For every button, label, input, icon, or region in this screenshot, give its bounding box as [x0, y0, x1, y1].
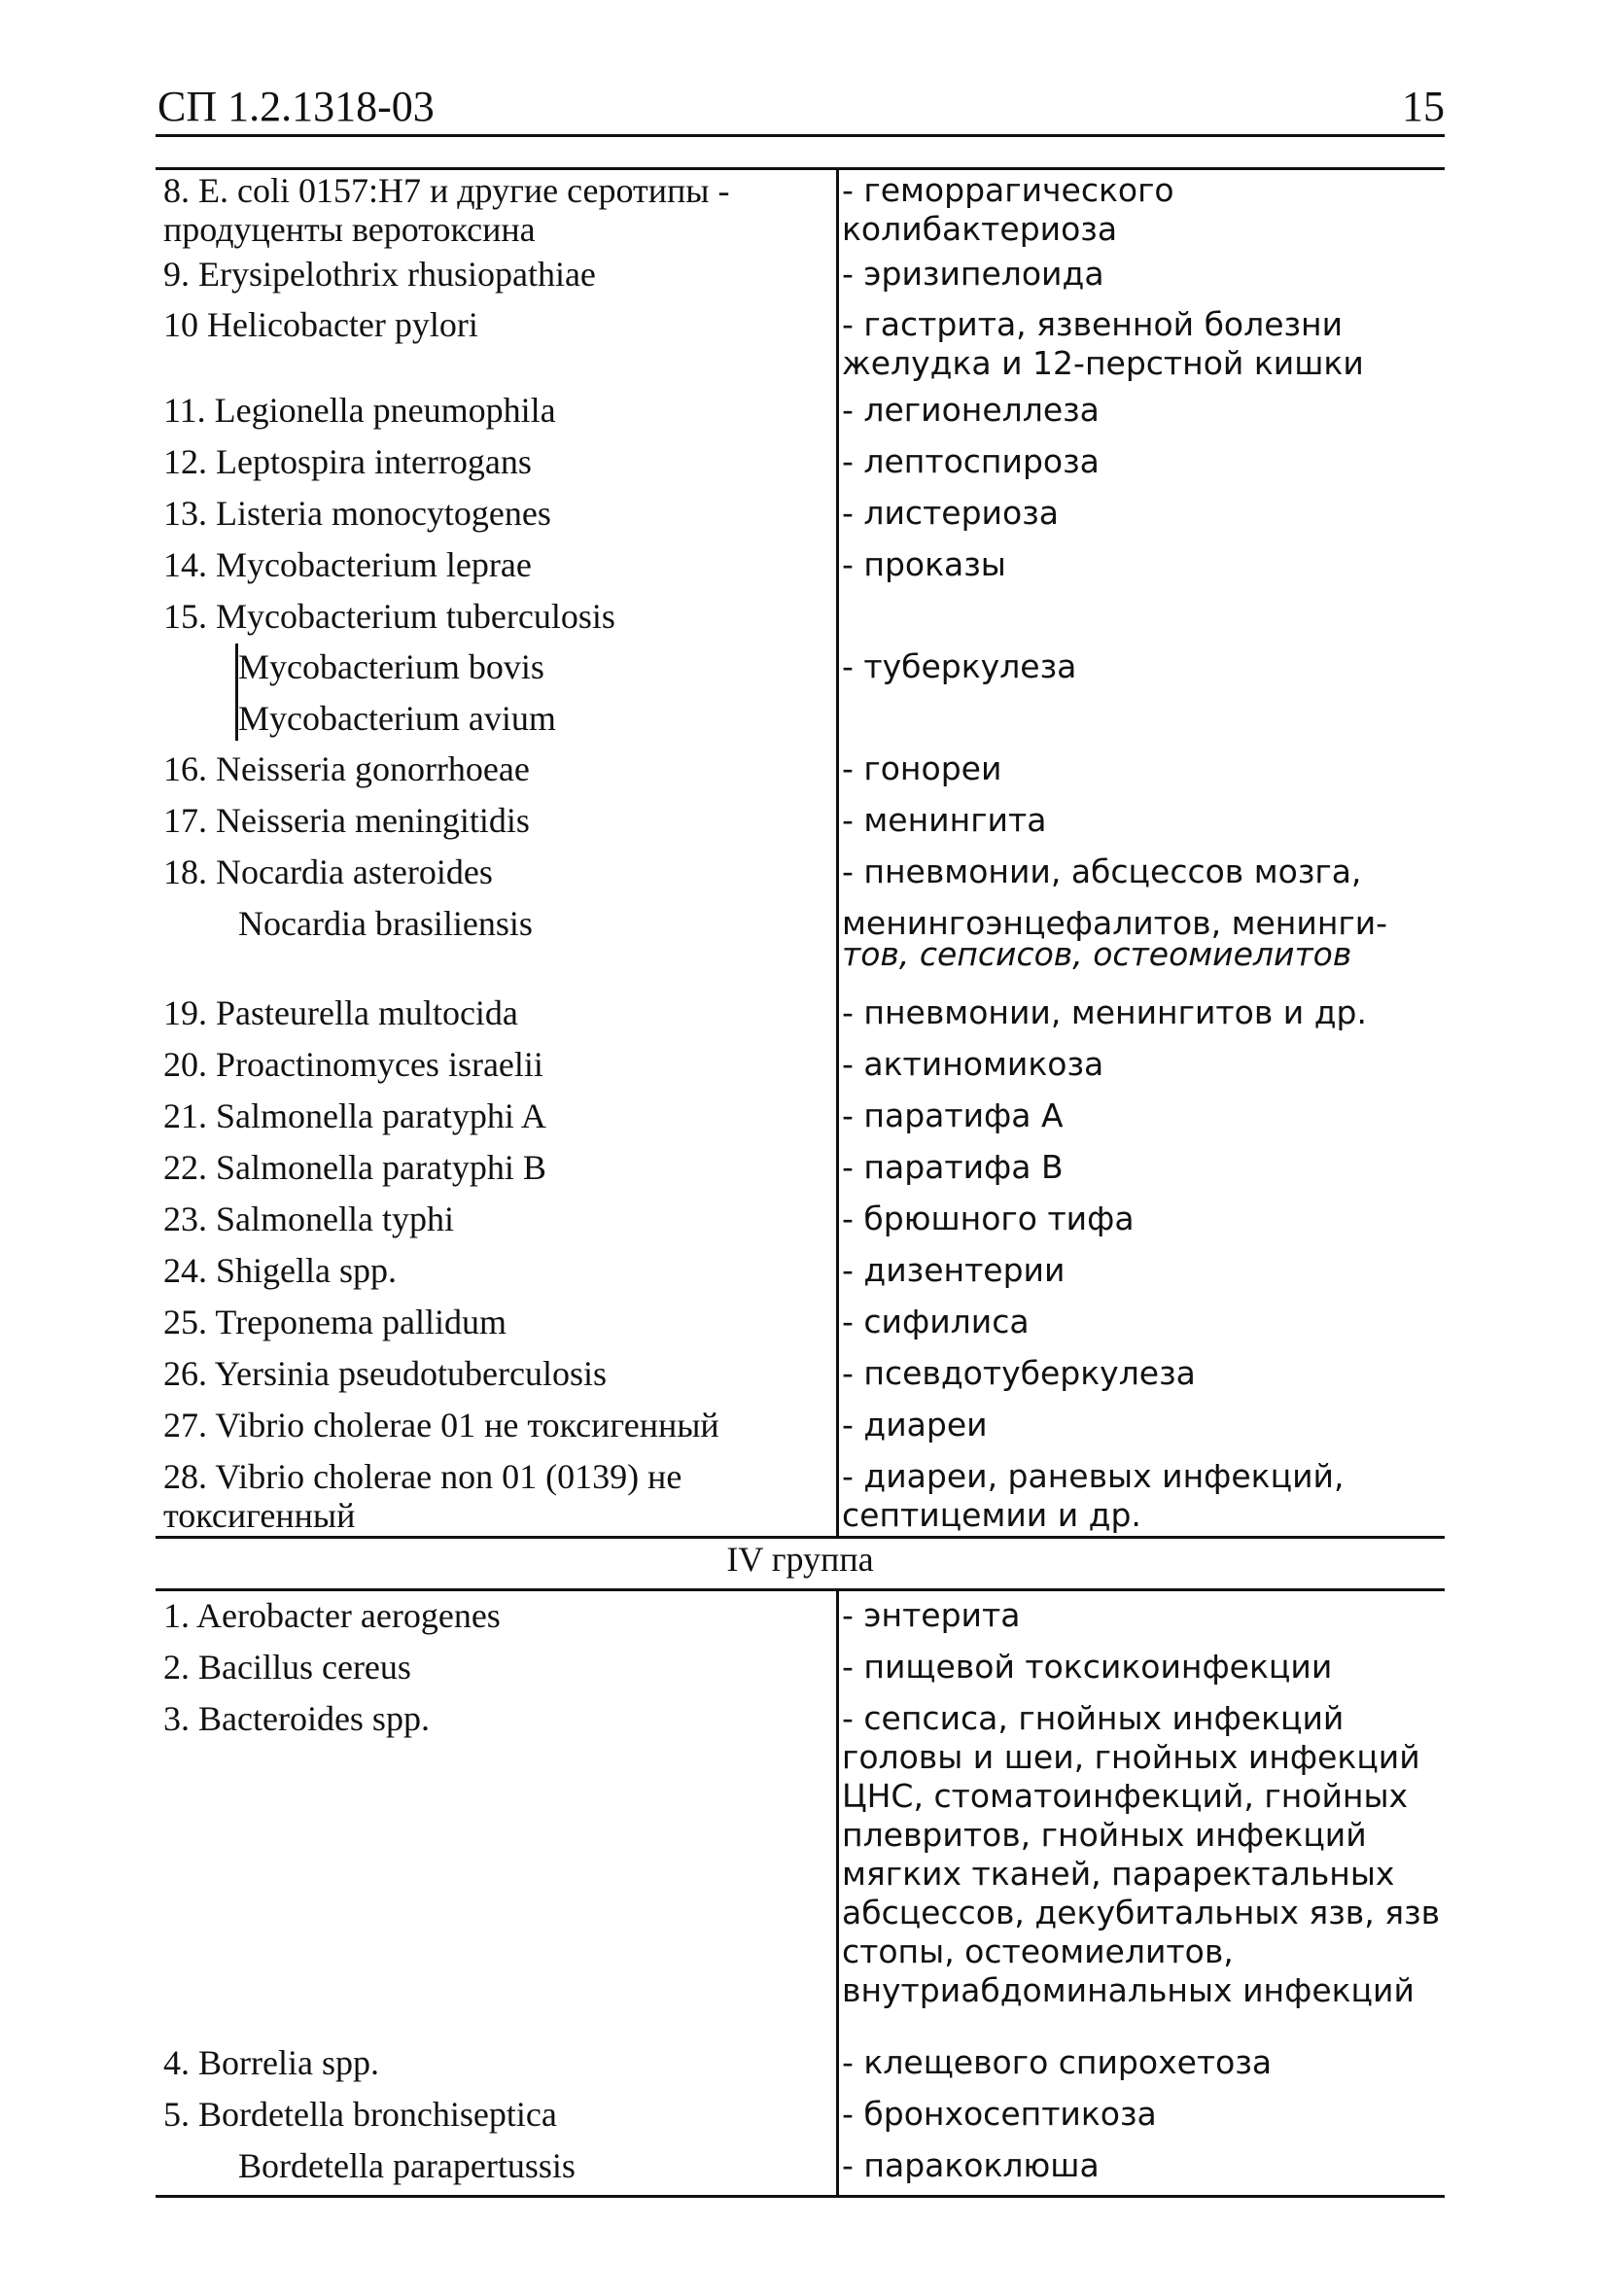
disease-cell: - диареи — [842, 1406, 988, 1444]
organism-cell: 22. Salmonella paratyphi B — [163, 1148, 546, 1187]
organism-cell: 4. Borrelia spp. — [163, 2043, 379, 2082]
disease-cell-italic — [842, 935, 1445, 974]
organism-cell: Mycobacterium bovis — [238, 647, 544, 686]
organism-cell: 17. Neisseria meningitidis — [163, 801, 530, 840]
disease-cell: - гастрита, язвенной болезни желудка и 12-перстной кишки — [842, 305, 1364, 382]
disease-cell: - энтерита — [842, 1596, 1021, 1634]
disease-cell: - паракоклюша — [842, 2146, 1100, 2184]
disease-cell: - листериоза — [842, 494, 1059, 532]
organism-cell: 27. Vibrio cholerae 01 не токсигенный — [163, 1406, 719, 1444]
disease-cell: - гонореи — [842, 749, 1002, 787]
disease-cell: - сифилиса — [842, 1303, 1030, 1340]
disease-cell: - брюшного тифа — [842, 1200, 1135, 1237]
disease-italic-text: тов, сепсисов, остеомиелитов — [842, 935, 1352, 973]
disease-cell: - геморрагического колибактериоза — [842, 171, 1174, 248]
organism-cell: 18. Nocardia asteroides — [163, 852, 493, 891]
organism-cell: 2. Bacillus cereus — [163, 1648, 411, 1687]
table-top-rule — [156, 167, 1445, 170]
column-divider-group4 — [836, 1590, 839, 2195]
disease-cell: - актиномикоза — [842, 1045, 1104, 1083]
disease-cell: - диареи, раневых инфекций, септицемии и др. — [842, 1457, 1345, 1534]
organism-cell: Bordetella parapertussis — [238, 2146, 576, 2185]
organism-cell: Nocardia brasiliensis — [238, 904, 533, 943]
organism-cell: 25. Treponema pallidum — [163, 1303, 507, 1341]
disease-cell: - дизентерии — [842, 1251, 1066, 1289]
organism-cell: 23. Salmonella typhi — [163, 1200, 454, 1238]
organism-cell: 12. Leptospira interrogans — [163, 442, 532, 481]
organism-cell: 28. Vibrio cholerae non 01 (0139) не токсигенный — [163, 1457, 691, 1535]
organism-cell: 24. Shigella spp. — [163, 1251, 397, 1290]
disease-cell: - проказы — [842, 545, 1006, 583]
disease-cell: - пневмонии, абсцессов мозга, — [842, 852, 1362, 890]
disease-cell: менингоэнцефалитов, менинги- — [842, 904, 1388, 942]
organism-cell: 26. Yersinia pseudotuberculosis — [163, 1354, 607, 1393]
organism-cell: 21. Salmonella paratyphi A — [163, 1096, 546, 1135]
organism-cell: 11. Legionella pneumophila — [163, 391, 556, 430]
organism-cell: 20. Proactinomyces israelii — [163, 1045, 543, 1084]
disease-cell: - лептоспироза — [842, 442, 1100, 480]
organism-cell: 15. Mycobacterium tuberculosis — [163, 597, 615, 636]
disease-cell: - сепсиса, гнойных инфекций головы и шеи, гнойных инфекций ЦНС, стоматоинфекций, гнойных плевритов, гнойных инфекций мягких тканей, параректальных абсцессов, декубитальных язв, язв стопы, остеомиелитов, внутриабдоминальных инфекций — [842, 1699, 1441, 2009]
disease-cell: - легионеллеза — [842, 391, 1100, 429]
disease-cell: - паратифа В — [842, 1148, 1064, 1186]
organism-cell: 1. Aerobacter aerogenes — [163, 1596, 501, 1635]
document-code: СП 1.2.1318-03 — [157, 83, 435, 130]
disease-cell: - туберкулеза — [842, 647, 1077, 685]
disease-cell: - псевдотуберкулеза — [842, 1354, 1196, 1392]
table-bottom-rule — [156, 2195, 1445, 2198]
organism-cell: 19. Pasteurella multocida — [163, 993, 518, 1032]
group-heading-rule — [156, 1588, 1445, 1591]
disease-cell: - пищевой токсикоинфекции — [842, 1648, 1333, 1686]
disease-cell: - менингита — [842, 801, 1047, 839]
group-heading: IV группа — [726, 1540, 874, 1579]
organism-cell: 16. Neisseria gonorrhoeae — [163, 749, 530, 788]
disease-cell: - клещевого спирохетоза — [842, 2043, 1273, 2081]
organism-cell: 3. Bacteroides spp. — [163, 1699, 430, 1738]
organism-cell: 14. Mycobacterium leprae — [163, 545, 532, 584]
disease-cell: - паратифа А — [842, 1096, 1064, 1134]
organism-cell: Mycobacterium avium — [238, 699, 556, 738]
disease-cell: - эризипелоида — [842, 255, 1104, 293]
page-number: 15 — [1402, 83, 1445, 130]
organism-cell: 5. Bordetella bronchiseptica — [163, 2095, 557, 2134]
disease-cell: - бронхосептикоза — [842, 2095, 1157, 2133]
running-header — [156, 82, 1445, 137]
column-divider-group3 — [836, 169, 839, 1536]
organism-cell: 8. E. coli 0157:H7 и другие серотипы - продуценты веротоксина — [163, 171, 739, 249]
organism-cell: 10 Helicobacter pylori — [163, 305, 478, 344]
organism-cell: 9. Erysipelothrix rhusiopathiae — [163, 255, 596, 294]
disease-cell: - пневмонии, менингитов и др. — [842, 993, 1367, 1031]
organism-cell: 13. Listeria monocytogenes — [163, 494, 551, 533]
